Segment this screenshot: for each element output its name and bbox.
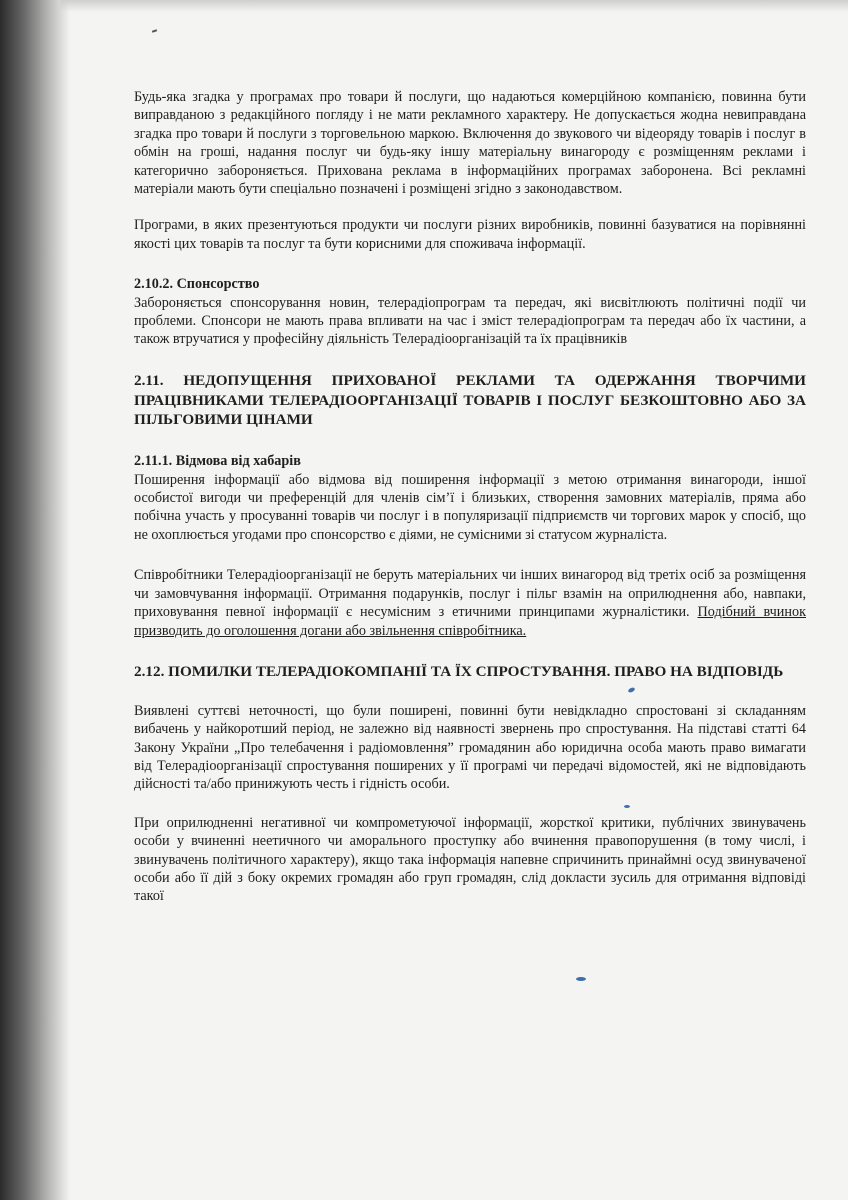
- ink-mark: [576, 977, 586, 981]
- underlined-sanction-text: Подібний вчинок призводить до оголошення догани або звільнення співробітника.: [134, 604, 806, 639]
- paragraph-employee-gifts-text: Співробітники Телерадіоорганізації не беруть матеріальних чи інших винагород від третіх осіб за розміщення чи замовчування інформації. Отримання подарунків, послуг і пільг взамін на оприлюднення або, навпаки, приховування певної інформації є несумісним з етичними принципами журналістики.: [134, 567, 806, 621]
- paragraph-product-comparison: Програми, в яких презентуються продукти чи послуги різних виробників, повинні базуватися на порівнянні якості цих товарів та послуг та бути корисними для споживача інформації.: [134, 217, 806, 252]
- heading-2-10-2: 2.10.2. Спонсорство: [134, 276, 260, 293]
- document-page: [134, 88, 806, 906]
- scan-speck: [152, 29, 157, 33]
- paragraph-employee-gifts: [134, 566, 806, 640]
- paragraph-sponsorship: Забороняється спонсорування новин, телерадіопрограм та передач, які висвітлюють політичні події чи проблеми. Спонсори не мають права впливати на час і зміст телерадіопрограм та передач або їх частини, а також втручатися у професійну діяльність Телерадіоорганізацій та їх працівників: [134, 294, 806, 348]
- paragraph-bribe-refusal: Поширення інформації або відмова від поширення інформації з метою отримання винагороди, іншої особистої вигоди чи преференцій для членів сім’ї і близьких, створення замовних матеріалів, пряма або побічна участь у просуванні товарів чи послуг і в популяризації підприємств чи торгових марок у спосіб, що не охоплюється угодами про спонсорство є діями, не сумісними зі статусом журналіста.: [134, 471, 806, 543]
- heading-2-12: 2.12. ПОМИЛКИ ТЕЛЕРАДІОКОМПАНІЇ ТА ЇХ СПРОСТУВАННЯ. ПРАВО НА ВІДПОВІДЬ: [134, 662, 784, 680]
- scan-top-edge: [60, 0, 848, 12]
- heading-2-11: 2.11. НЕДОПУЩЕННЯ ПРИХОВАНОЇ РЕКЛАМИ ТА ОДЕРЖАННЯ ТВОРЧИМИ ПРАЦІВНИКАМИ ТЕЛЕРАДІООРГАНІЗАЦІЇ ТОВАРІВ І ПОСЛУГ БЕЗКОШТОВНО АБО ЗА ПІЛЬГОВИМИ ЦІНАМИ: [134, 371, 806, 429]
- paragraph-corrections: Виявлені суттєві неточності, що були поширені, повинні бути невідкладно спростовані зі складанням вибачень у найкоротший період, не залежно від наявності звернень про спростування. На підставі статті 64 Закону України „Про телебачення і радіомовлення” громадянин або юридична особа мають право вимагати від Телерадіоорганізації спростування поширених у її програмі чи передачі відомостей, які не відповідають дійсності та/або принижують честь і гідність особи.: [134, 702, 806, 793]
- paragraph-right-of-reply: При оприлюдненні негативної чи компрометуючої інформації, жорсткої критики, публічних звинувачень особи у вчиненні неетичного чи аморального проступку або вчинення правопорушення (в тому числі, і звинувачень політичного характеру), якщо така інформація напевне спричинить принаймні осуд звинуваченої особи або її дій з боку окремих громадян або груп громадян, слід докласти зусиль для отримання відповіді такої: [134, 814, 806, 905]
- heading-2-11-1: 2.11.1. Відмова від хабарів: [134, 453, 301, 470]
- paragraph-hidden-advertising: Будь-яка згадка у програмах про товари й послуги, що надаються комерційною компанією, повинна бути виправданою з редакційного погляду і не мати рекламного характеру. Не допускається жодна невиправдана згадка про товари й послуги з торговельною маркою. Включення до звукового чи відеоряду товарів і послуг в обмін на гроші, надання послуг чи будь-яку іншу матеріальну винагороду є розміщенням реклами і категорично забороняється. Прихована реклама в інформаційних програмах заборонена. Всі рекламні матеріали мають бути спеціально позначені і розміщені згідно з законодавством.: [134, 89, 806, 198]
- scan-binding-shadow: [0, 0, 70, 1200]
